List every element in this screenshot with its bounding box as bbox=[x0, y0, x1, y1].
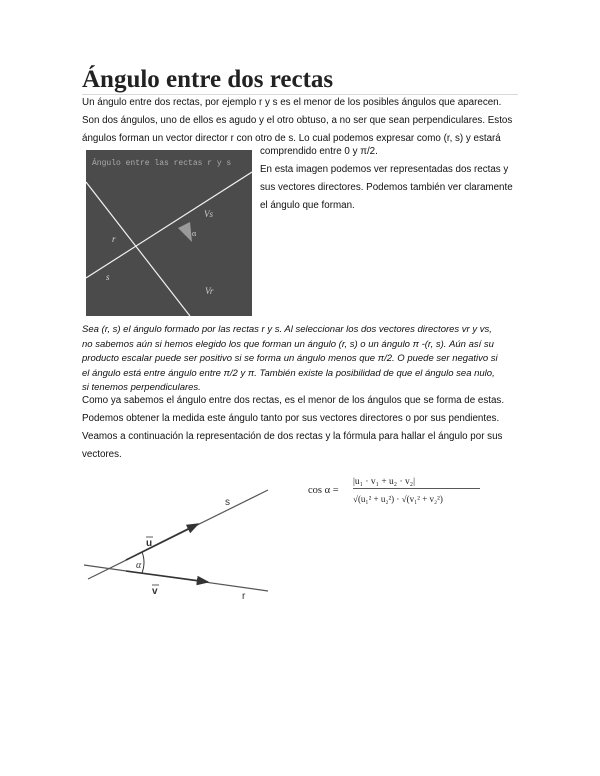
figure-background bbox=[86, 150, 252, 316]
label-alpha: α bbox=[136, 560, 142, 571]
side-line-1: En esta imagen podemos ver representadas dos rectas y bbox=[260, 164, 509, 175]
label-vs: Vs bbox=[204, 209, 213, 219]
label-s: s bbox=[106, 272, 110, 282]
label-v: v bbox=[152, 586, 158, 597]
formula-numerator: |u₁ · v₁ + u₂ · v₂| bbox=[353, 477, 415, 487]
label-r: r bbox=[112, 234, 116, 244]
italic-line-5: si tenemos perpendiculares. bbox=[82, 382, 201, 393]
intro-line-1: Un ángulo entre dos rectas, por ejemplo r y s es el menor de los posibles ángulos que aparecen. bbox=[82, 97, 502, 108]
italic-line-3: producto escalar puede ser positivo si se forma un ángulo menos que π/2. O puede ser negativo si bbox=[82, 353, 498, 364]
lines-vectors-figure bbox=[86, 150, 252, 316]
figure-caption: Ángulo entre las rectas r y s bbox=[92, 159, 232, 168]
vector-u bbox=[126, 524, 198, 560]
intro-line-3: ángulos forman un vector director r con otro de s. Lo cual podemos expresar como (r, s) y estará bbox=[82, 133, 501, 144]
body-line-2: Podemos obtener la medida este ángulo tanto por sus vectores directores o por sus pendientes. bbox=[82, 413, 500, 424]
italic-line-1: Sea (r, s) el ángulo formado por las rectas r y s. Al seleccionar los dos vectores directores vr y vs, bbox=[82, 324, 492, 335]
intro-line-4: comprendido entre 0 y π/2. bbox=[260, 146, 378, 157]
italic-line-4: el ángulo está entre ángulo entre π/2 y π. También existe la posibilidad de que el ángulo sea nulo, bbox=[82, 368, 495, 379]
label-s: s bbox=[225, 497, 230, 508]
angle-formula bbox=[308, 470, 488, 510]
angle-formula-svg bbox=[308, 470, 488, 510]
vectors-angle-figure bbox=[80, 484, 272, 602]
intro-line-2: Son dos ángulos, uno de ellos es agudo y el otro obtuso, a no ser que sean perpendiculares. Estos bbox=[82, 115, 513, 126]
body-line-1: Como ya sabemos el ángulo entre dos rectas, es el menor de los ángulos que se forma de estas. bbox=[82, 395, 505, 406]
label-r: r bbox=[242, 591, 246, 602]
lines-vectors-svg bbox=[86, 150, 252, 316]
formula-denominator: √(u₁² + u₂²) · √(v₁² + v₂²) bbox=[353, 494, 443, 504]
label-angle: α bbox=[192, 229, 197, 238]
body-line-3: Veamos a continuación la representación de dos rectas y la fórmula para hallar el ángulo por sus bbox=[82, 431, 503, 442]
formula-lhs: cos α = bbox=[308, 485, 339, 496]
vectors-angle-svg bbox=[80, 484, 272, 602]
body-line-4: vectores. bbox=[82, 449, 122, 460]
side-line-2: sus vectores directores. Podemos también ver claramente bbox=[260, 182, 513, 193]
italic-line-2: no sabemos aún si hemos elegido los que forman un ángulo (r, s) o un ángulo π -(r, s). Aún así su bbox=[82, 339, 494, 350]
page-title: Ángulo entre dos rectas bbox=[82, 66, 518, 95]
label-vr: Vr bbox=[205, 286, 214, 296]
label-u: u bbox=[146, 538, 153, 549]
side-line-3: el ángulo que forman. bbox=[260, 200, 355, 211]
angle-arc bbox=[142, 552, 144, 573]
vector-v bbox=[126, 571, 208, 582]
